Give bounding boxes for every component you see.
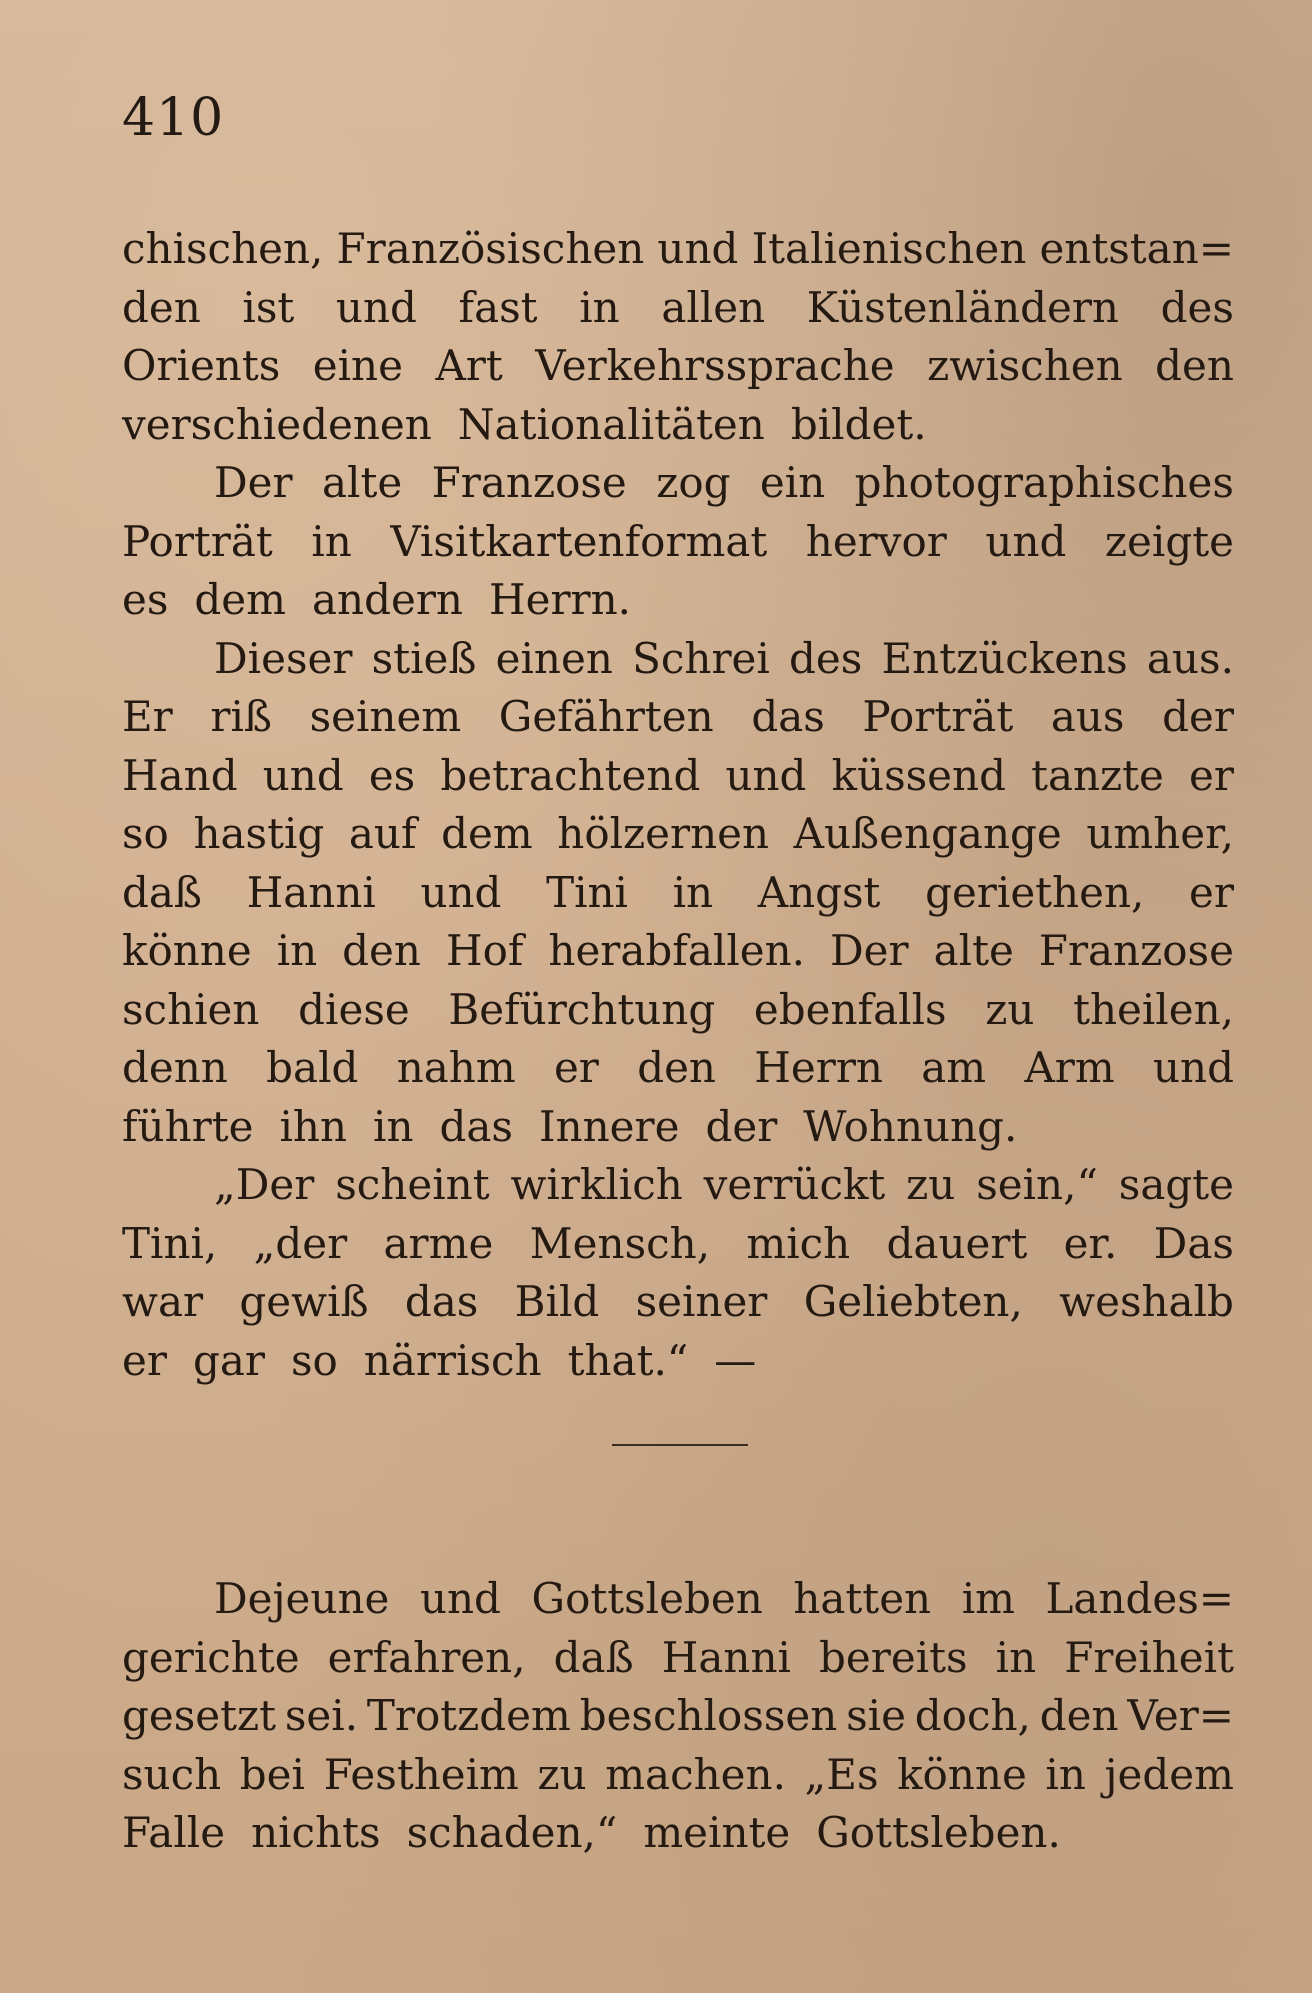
word: den (1039, 1691, 1119, 1740)
text-line (122, 805, 1234, 864)
word: Art (435, 341, 503, 390)
word: bereits (819, 1632, 968, 1682)
word: zu (906, 1160, 956, 1209)
text-line (122, 571, 1234, 630)
word: tanzte (1031, 750, 1164, 800)
word: Franzose (431, 458, 627, 507)
word: Hanni (246, 867, 376, 917)
text-line (122, 981, 1234, 1040)
text-line (122, 1332, 1234, 1391)
word: in (1045, 1749, 1086, 1799)
word: fast (458, 282, 538, 332)
text-line (122, 1746, 1234, 1805)
word: und (725, 750, 807, 800)
word: Gottsleben. (816, 1808, 1061, 1857)
word: Angst (757, 867, 881, 917)
word: der (1162, 692, 1234, 741)
word: dem (441, 809, 533, 858)
word: und (657, 224, 739, 273)
word: such (122, 1749, 222, 1799)
word: des (1160, 282, 1234, 332)
word: küssend (831, 750, 1006, 800)
word: Landes= (1045, 1574, 1234, 1623)
word: dem (194, 575, 286, 624)
word: Freiheit (1064, 1632, 1234, 1682)
word: theilen, (1073, 984, 1234, 1034)
word: Italienischen (751, 224, 1027, 273)
word: chischen, (122, 224, 324, 273)
word: Orients (122, 341, 281, 390)
word: eine (312, 341, 403, 390)
word: in (579, 282, 620, 332)
word: er (122, 1335, 167, 1385)
word: erfahren, (327, 1632, 526, 1682)
word: nahm (396, 1043, 516, 1092)
word: Dieser (214, 633, 353, 683)
word: Entzückens (881, 633, 1128, 683)
word: Trotzdem (366, 1691, 571, 1740)
word: daß (122, 867, 202, 917)
word: jedem (1104, 1749, 1234, 1799)
word: zu (537, 1749, 587, 1799)
word: er (1188, 867, 1234, 917)
word: ist (242, 282, 295, 332)
word: bei (239, 1749, 305, 1799)
word: sein,“ (976, 1160, 1098, 1209)
text-line (122, 1629, 1234, 1688)
word: Visitkartenformat (390, 516, 768, 566)
word: den (122, 282, 201, 332)
text-line (122, 1039, 1234, 1098)
word: meinte (643, 1808, 791, 1857)
word: im (961, 1574, 1015, 1623)
word: hastig (193, 809, 325, 858)
word: Verkehrssprache (535, 341, 895, 390)
word: Bild (514, 1277, 600, 1326)
word: verschiedenen (122, 399, 432, 449)
word: „Es (804, 1749, 879, 1799)
word: dauert (886, 1218, 1028, 1268)
word: er (1189, 750, 1234, 800)
word: Mensch, (529, 1218, 711, 1268)
paragraph (122, 630, 1234, 1157)
word: Hand (122, 750, 238, 800)
word: doch, (914, 1691, 1031, 1740)
word: könne (122, 926, 252, 975)
word: diese (298, 984, 410, 1034)
word: seiner (635, 1277, 768, 1326)
word: könne (897, 1749, 1027, 1799)
text-line (122, 1215, 1234, 1274)
word: den (637, 1043, 716, 1092)
text-line (122, 922, 1234, 981)
word: zwischen (927, 341, 1123, 390)
text-line (122, 688, 1234, 747)
word: allen (661, 282, 766, 332)
text-line (122, 1804, 1234, 1863)
word: auf (348, 809, 417, 858)
text-line (122, 747, 1234, 806)
word: beschlossen (579, 1691, 838, 1740)
word: mich (746, 1218, 851, 1268)
word: Das (1153, 1218, 1234, 1268)
word: Herrn. (488, 575, 632, 624)
word: „der (253, 1218, 348, 1268)
word: Befürchtung (448, 984, 716, 1034)
paragraph (122, 1156, 1234, 1390)
text-line (122, 220, 1234, 279)
word: sie (846, 1691, 906, 1740)
text-line (122, 1098, 1234, 1157)
word: und (262, 750, 344, 800)
word: Porträt (862, 692, 1014, 741)
word: Er (122, 692, 173, 741)
word: Tini, (122, 1218, 218, 1268)
section-divider (612, 1444, 748, 1446)
word: in (373, 1101, 414, 1151)
word: zeigte (1104, 516, 1234, 566)
word: Hof (445, 926, 524, 975)
word: herabfallen. (548, 926, 806, 975)
word: zog (656, 458, 731, 507)
text-line (122, 279, 1234, 338)
word: in (276, 926, 318, 975)
word: Falle (122, 1808, 226, 1857)
word: war (122, 1277, 204, 1326)
word: Herrn (754, 1043, 883, 1092)
word: geriethen, (925, 867, 1145, 917)
word: Geliebten, (803, 1277, 1023, 1326)
word: schien (122, 984, 260, 1034)
word: nichts (251, 1808, 381, 1857)
text-line (122, 1687, 1234, 1746)
word: weshalb (1059, 1277, 1234, 1326)
word: zu (985, 984, 1035, 1034)
word: „Der (214, 1160, 315, 1209)
word: das (404, 1277, 479, 1326)
word: bildet. (790, 399, 927, 449)
word: das (751, 692, 825, 741)
word: andern (312, 575, 463, 624)
word: alte (933, 926, 1014, 975)
word: er. (1063, 1218, 1118, 1268)
word: den (342, 926, 421, 975)
text-line (122, 513, 1234, 572)
word: und (419, 1574, 501, 1623)
word: daß (553, 1632, 634, 1682)
word: er (553, 1043, 599, 1092)
word: Schrei (632, 633, 770, 683)
text-line (122, 396, 1234, 455)
paragraph (122, 220, 1234, 454)
text-line (122, 1273, 1234, 1332)
word: sagte (1118, 1160, 1234, 1209)
word: verrückt (703, 1160, 886, 1209)
paragraph (122, 1570, 1234, 1863)
word: sei. (284, 1691, 359, 1740)
word: am (921, 1043, 987, 1092)
word: einen (495, 633, 613, 683)
word: Franzose (1038, 926, 1234, 975)
text-line (122, 1570, 1234, 1629)
word: närrisch (363, 1335, 542, 1385)
word: so (290, 1335, 338, 1385)
word: Innere (538, 1101, 680, 1151)
text-section-bottom (122, 1570, 1234, 1863)
word: hervor (805, 516, 947, 566)
word: machen. (605, 1749, 786, 1799)
text-line (122, 864, 1234, 923)
paragraph (122, 454, 1234, 630)
word: Gefährten (498, 692, 714, 741)
word: hölzernen (557, 809, 770, 858)
word: betrachtend (440, 750, 701, 800)
word: Wohnung. (803, 1101, 1018, 1151)
word: in (672, 867, 714, 917)
word: und (335, 282, 417, 332)
word: in (995, 1632, 1037, 1682)
word: ihn (279, 1101, 348, 1151)
text-line (122, 337, 1234, 396)
word: ein (759, 458, 826, 507)
word: Der (830, 926, 909, 975)
word: führte (122, 1101, 254, 1151)
word: gerichte (122, 1632, 300, 1682)
word: Küstenländern (806, 282, 1119, 332)
word: Festheim (323, 1749, 519, 1799)
word: und (1152, 1043, 1234, 1092)
word: stieß (371, 633, 477, 683)
word: des (789, 633, 863, 683)
word: den (1155, 341, 1234, 390)
word: that.“ (567, 1335, 689, 1385)
word: Nationalitäten (457, 399, 765, 449)
word: in (311, 516, 352, 566)
word: so (122, 809, 169, 858)
word: ebenfalls (753, 984, 947, 1034)
text-line (122, 630, 1234, 689)
word: schaden,“ (406, 1808, 618, 1857)
word: Dejeune (214, 1574, 390, 1623)
text-line (122, 454, 1234, 513)
word: umher, (1086, 809, 1234, 858)
word: Hanni (661, 1632, 791, 1682)
word: es (122, 575, 169, 624)
word: aus (1050, 692, 1125, 741)
word: aus. (1146, 633, 1234, 683)
word: hatten (793, 1574, 932, 1623)
word: bald (266, 1043, 359, 1092)
word: und (420, 867, 502, 917)
word: Porträt (122, 516, 273, 566)
word: Der (214, 458, 293, 507)
word: gewiß (239, 1277, 369, 1326)
word: alte (322, 458, 403, 507)
word: gar (192, 1335, 265, 1385)
word: arme (383, 1218, 494, 1268)
word: Französischen (336, 224, 645, 273)
word: das (439, 1101, 513, 1151)
text-line (122, 1156, 1234, 1215)
word: scheint (335, 1160, 490, 1209)
word: photographisches (854, 458, 1234, 507)
word: Ver= (1127, 1691, 1234, 1740)
word: gesetzt (122, 1691, 277, 1740)
word: und (985, 516, 1067, 566)
word: denn (122, 1043, 228, 1092)
word: — (714, 1335, 757, 1385)
word: entstan= (1039, 224, 1234, 273)
word: Tini (546, 867, 628, 917)
word: Arm (1024, 1043, 1115, 1092)
text-section-top (122, 220, 1234, 1390)
word: es (368, 750, 416, 800)
word: der (705, 1101, 778, 1151)
word: Außengange (793, 809, 1062, 858)
word: seinem (309, 692, 462, 741)
word: wirklich (510, 1160, 683, 1209)
word: Gottsleben (531, 1574, 763, 1623)
page-number: 410 (122, 88, 225, 148)
word: riß (210, 692, 272, 741)
